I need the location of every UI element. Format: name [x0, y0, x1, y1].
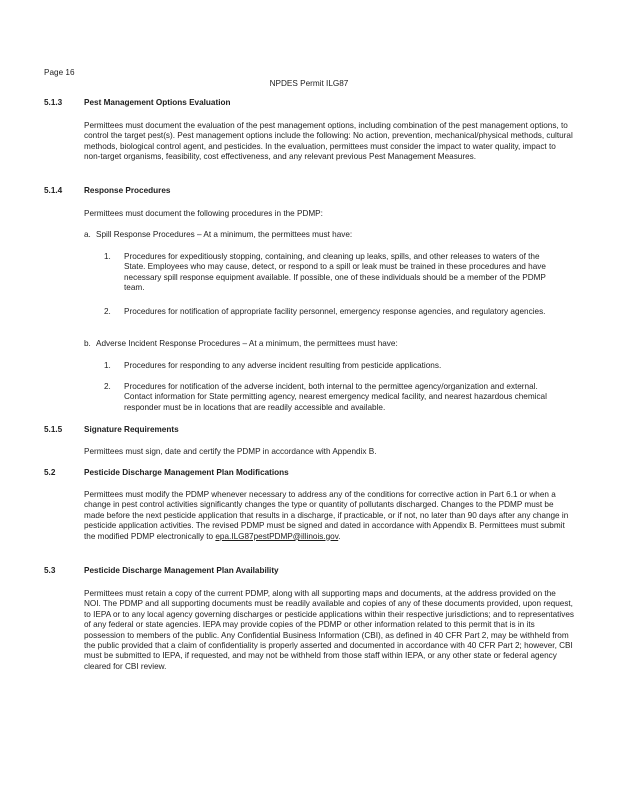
section-number: 5.1.4 [44, 186, 63, 195]
list-item-a [84, 230, 574, 241]
list-text: Procedures for responding to any adverse incident resulting from pesticide applications. [124, 361, 442, 370]
list-text: Adverse Incident Response Procedures – At a minimum, the permittees must have: [96, 339, 398, 348]
section-title: Pesticide Discharge Management Plan Availability [84, 566, 279, 575]
list-label: 1. [104, 252, 111, 261]
section-heading-53 [44, 566, 574, 577]
list-text: Spill Response Procedures – At a minimum, the permittees must have: [96, 230, 353, 239]
page-number: Page 16 [44, 68, 75, 77]
pdmp-email-link[interactable]: epa.ILG87pestPDMP@illinois.gov [215, 531, 339, 541]
list-item-b1 [104, 361, 574, 372]
list-label: 2. [104, 307, 111, 316]
section-heading-514 [44, 186, 574, 197]
section-title: Signature Requirements [84, 425, 179, 434]
section-number: 5.1.5 [44, 425, 63, 434]
section-heading-515 [44, 425, 574, 436]
section-body-53: Permittees must retain a copy of the current PDMP, along with all supporting maps and documents, at the address provided on the NOI. The PDMP and all supporting documents must be readily available and copies of any of these documents provided, upon request, to IEPA or to any local agency governing discharges or pesticide applications within their respective jurisdictions; and to representatives of any federal or state agencies. IEPA may provide copies of the PDMP or other information related to this permit that is in its possession to members of the public. Any Confidential Business Information (CBI), as defined in 40 CFR Part 2, may be withheld from the public provided that a claim of confidentiality is properly asserted and documented in accordance with 40 CFR Part 2; however, CBI must be submitted to IEPA, if requested, and may not be withheld from those staff within IEPA, or any other state or federal agency cleared for CBI review. [84, 589, 574, 671]
section-number: 5.2 [44, 468, 56, 477]
section-title: Response Procedures [84, 186, 171, 195]
section-intro-514: Permittees must document the following procedures in the PDMP: [84, 209, 323, 218]
section-body-52 [84, 490, 574, 542]
list-item-b2 [104, 382, 574, 415]
list-label: 2. [104, 382, 111, 391]
list-item-b [84, 339, 574, 350]
list-label: b. [84, 339, 91, 348]
sentence-end: . [338, 531, 341, 541]
section-number: 5.3 [44, 566, 56, 575]
permit-title: NPDES Permit ILG87 [269, 79, 349, 88]
list-item-a2 [104, 307, 574, 329]
list-label: 1. [104, 361, 111, 370]
list-text: Procedures for expeditiously stopping, containing, and cleaning up leaks, spills, and other releases to waters of the State. Employees who may cause, detect, or respond to a spill or leak must be trained in these procedures and have necessary spill response equipment available. If possible, one of these individuals should be a member of the PDMP team. [124, 252, 546, 293]
section-number: 5.1.3 [44, 98, 63, 107]
list-label: a. [84, 230, 91, 239]
section-body-515: Permittees must sign, date and certify the PDMP in accordance with Appendix B. [84, 447, 377, 456]
section-title: Pest Management Options Evaluation [84, 98, 231, 107]
section-heading-52 [44, 468, 574, 479]
list-item-a1 [104, 252, 574, 296]
list-text: Procedures for notification of appropriate facility personnel, emergency response agencies, and regulatory agencies. [124, 307, 546, 316]
section-body-text: Permittees must modify the PDMP whenever necessary to address any of the conditions for corrective action in Part 6.1 or when a change in pest control activities significantly changes the type or quantity of pollutants discharged. Changes to the PDMP must be made before the next pesticide application that results in a discharge, if practicable, or if not, no later than 90 days after any change in pesticide application activities. The revised PDMP must be signed and dated in accordance with Appendix B. Permittees must submit the modified PDMP electronically to [84, 490, 569, 541]
section-body-513: Permittees must document the evaluation of the pest management options, including combination of the pest management options, to control the target pest(s). Pest management options include the following: No action, prevention, mechanical/physical methods, cultural methods, biological control agent, and pesticides. In the evaluation, permittees must consider the impact to water quality, impact to non-target organisms, feasibility, cost effectiveness, and any relevant previous Pest Management Measures. [84, 121, 573, 162]
list-text: Procedures for notification of the adverse incident, both internal to the permittee agency/organization and external. Contact information for State permitting agency, nearest emergency medical facility, and nearest hazardous chemical responder must be in locations that are readily accessible and available. [124, 382, 547, 412]
section-heading-513 [44, 98, 574, 109]
section-title: Pesticide Discharge Management Plan Modifications [84, 468, 289, 477]
